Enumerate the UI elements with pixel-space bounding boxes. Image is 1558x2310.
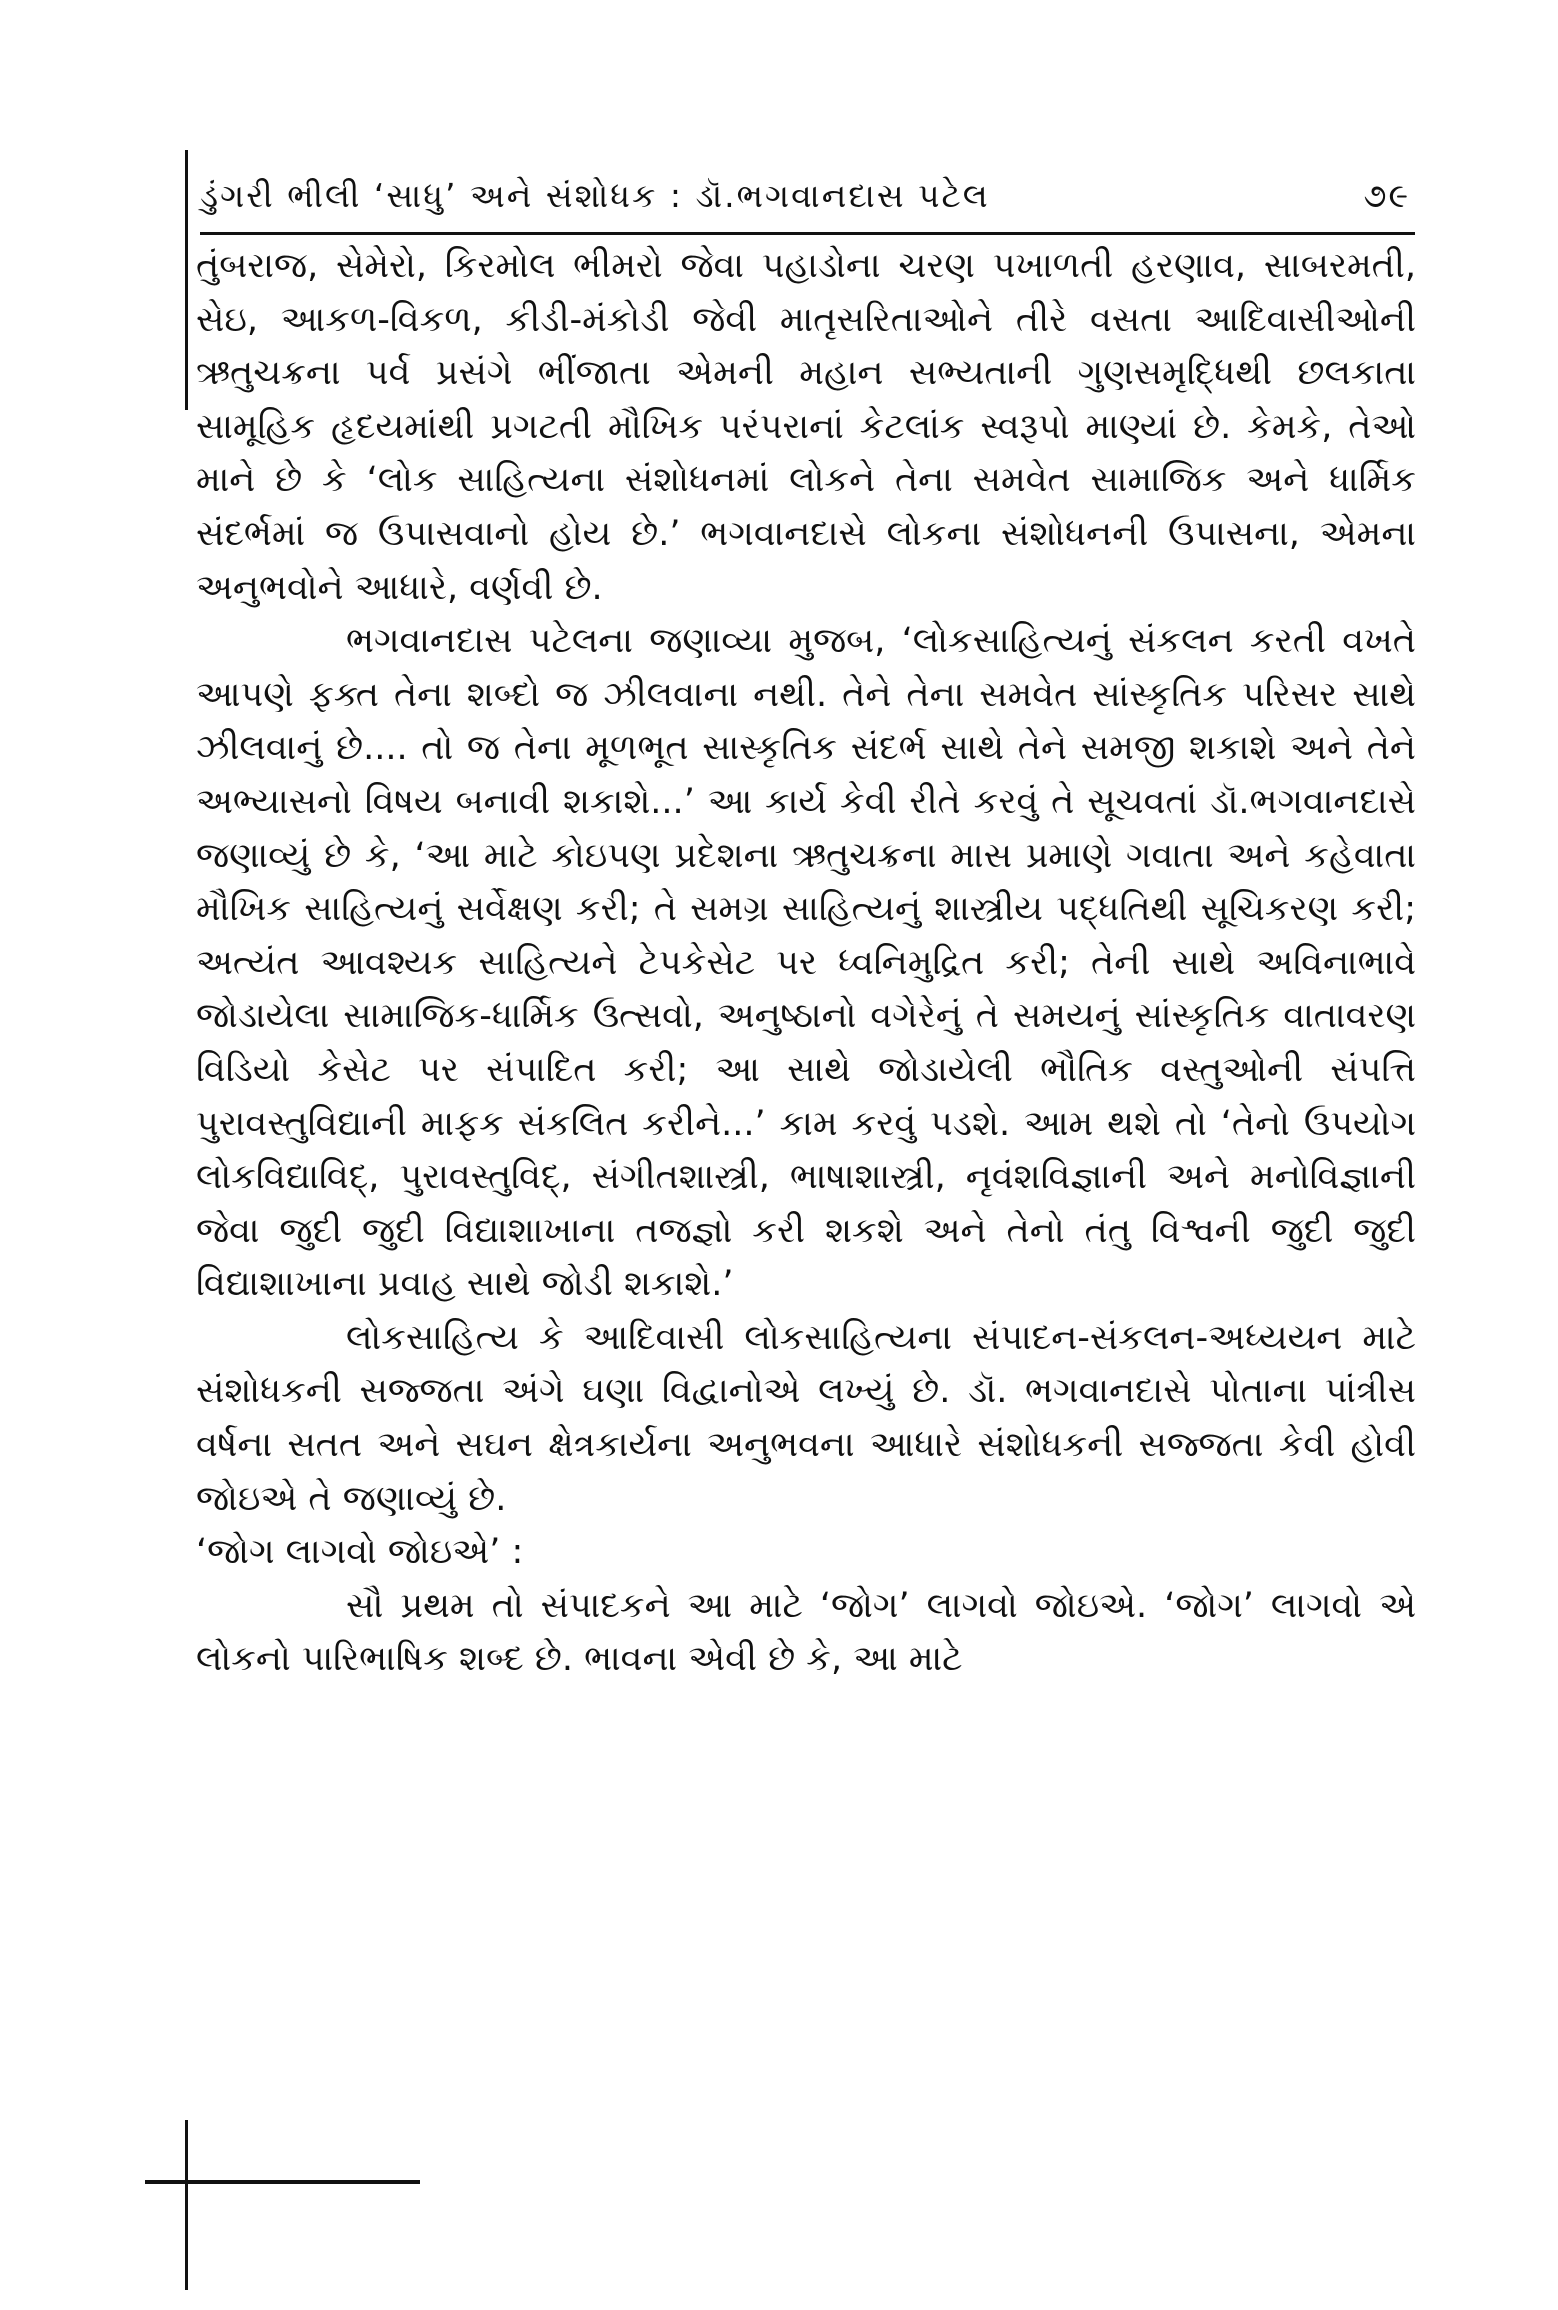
margin-rule-bottom (185, 2120, 188, 2290)
header-title: ડુંગરી ભીલી ‘સાધુ’ અને સંશોધક : ડૉ.ભગવાનદાસ પટેલ (200, 176, 990, 215)
header-rule (200, 232, 1415, 235)
paragraph-2: ભગવાનદાસ પટેલના જણાવ્યા મુજબ, ‘લોકસાહિત્યનું સંકલન કરતી વખતે આપણે ફક્ત તેના શબ્દો જ ઝીલવાના નથી. તેને તેના સમવેત સાંસ્કૃતિક પરિસર સાથે ઝીલવાનું છે.... તો જ તેના મૂળભૂત સાસ્કૃતિક સંદર્ભ સાથે તેને સમજી શકાશે અને તેને અભ્યાસનો વિષય બનાવી શકાશે...’ આ કાર્ય કેવી રીતે કરવું તે સૂચવતાં ડૉ.ભગવાનદાસે જણાવ્યું છે કે, ‘આ માટે કોઇપણ પ્રદેશના ઋતુચક્રના માસ પ્રમાણે ગવાતા અને કહેવાતા મૌખિક સાહિત્યનું સર્વેક્ષણ કરી; તે સમગ્ર સાહિત્યનું શાસ્ત્રીય પદ્ધતિથી સૂચિકરણ કરી; અત્યંત આવશ્યક સાહિત્યને ટેપકેસેટ પર ધ્વનિમુદ્રિત કરી; તેની સાથે અવિનાભાવે જોડાયેલા સામાજિક-ધાર્મિક ઉત્સવો, અનુષ્ઠાનો વગેરેનું તે સમયનું સાંસ્કૃતિક વાતાવરણ વિડિયો કેસેટ પર સંપાદિત કરી; આ સાથે જોડાયેલી ભૌતિક વસ્તુઓની સંપત્તિ પુરાવસ્તુવિદ્યાની માફક સંકલિત કરીને...’ કામ કરવું પડશે. આમ થશે તો ‘તેનો ઉપયોગ લોકવિદ્યાવિદ્, પુરાવસ્તુવિદ્, સંગીતશાસ્ત્રી, ભાષાશાસ્ત્રી, નૃવંશવિજ્ઞાની અને મનોવિજ્ઞાની જેવા જુદી જુદી વિદ્યાશાખાના તજજ્ઞો કરી શકશે અને તેનો તંતુ વિશ્વની જુદી જુદી વિદ્યાશાખાના પ્રવાહ સાથે જોડી શકાશે.’ (196, 621, 1416, 1305)
page-number: ૭૯ (1363, 176, 1410, 215)
paragraph-1: તુંબરાજ, સેમેરો, કિરમોલ ભીમરો જેવા પહાડોના ચરણ પખાળતી હરણાવ, સાબરમતી, સેઇ, આકળ-વિકળ, કીડી-મંકોડી જેવી માતૃસરિતાઓને તીરે વસતા આદિવાસીઓની ઋતુચક્રના પર્વ પ્રસંગે ભીંજાતા એમની મહાન સભ્યતાની ગુણસમૃદ્ધિથી છલકાતા સામૂહિક હૃદયમાંથી પ્રગટતી મૌખિક પરંપરાનાં કેટલાંક સ્વરૂપો માણ્યાં છે. કેમકે, તેઓ માને છે કે ‘લોક સાહિત્યના સંશોધનમાં લોકને તેના સમવેત સામાજિક અને ધાર્મિક સંદર્ભમાં જ ઉપાસવાનો હોય છે.’ ભગવાનદાસે લોકના સંશોધનની ઉપાસના, એમના અનુભવોને આધારે, વર્ણવી છે. (196, 246, 1416, 608)
running-header (200, 176, 1410, 226)
paragraph-4: સૌ પ્રથમ તો સંપાદકને આ માટે ‘જોગ’ લાગવો જોઇએ. ‘જોગ’ લાગવો એ લોકનો પારિભાષિક શબ્દ છે. ભાવના એવી છે કે, આ માટે (196, 1585, 1416, 1680)
paragraph-3: લોકસાહિત્ય કે આદિવાસી લોકસાહિત્યના સંપાદન-સંકલન-અધ્યયન માટે સંશોધકની સજ્જતા અંગે ઘણા વિદ્વાનોએ લખ્યું છે. ડૉ. ભગવાનદાસે પોતાના પાંત્રીસ વર્ષના સતત અને સઘન ક્ષેત્રકાર્યના અનુભવના આધારે સંશોધકની સજ્જતા કેવી હોવી જોઇએ તે જણાવ્યું છે. (196, 1317, 1416, 1519)
body-text (196, 240, 1416, 1687)
section-subheading: ‘જોગ લાગવો જોઇએ’ : (196, 1532, 524, 1573)
margin-rule-top (185, 150, 188, 410)
